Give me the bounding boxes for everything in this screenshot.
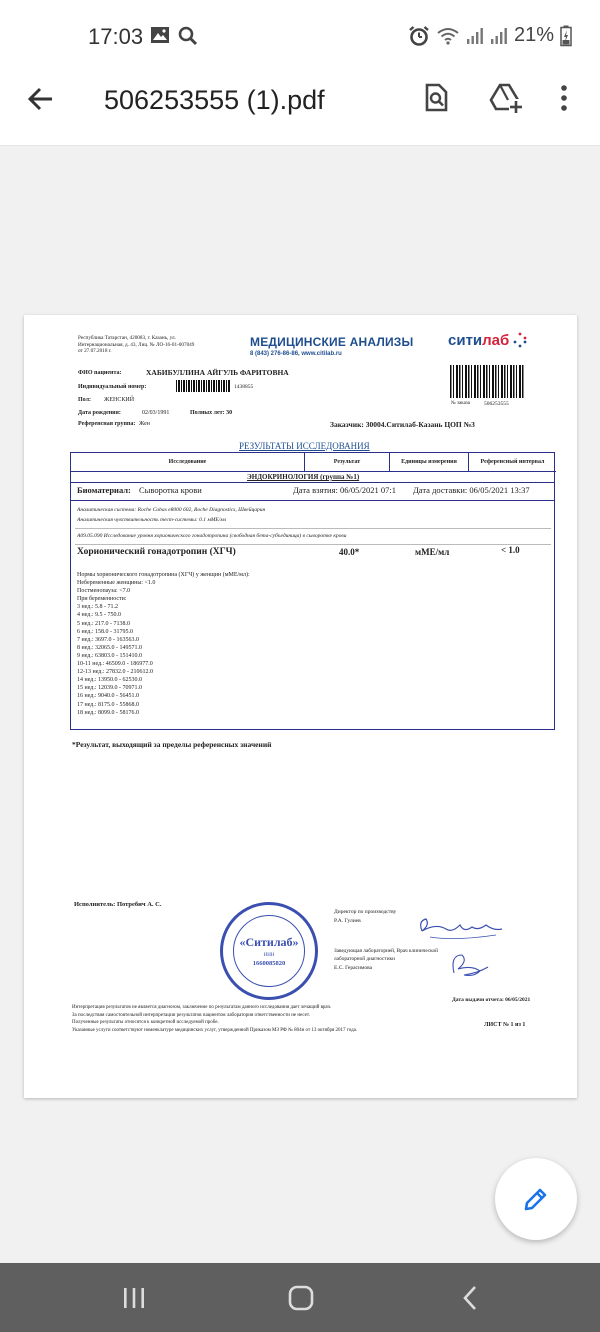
director-name: Р.А. Гулиев (334, 918, 361, 924)
report-date: Дата выдачи отчета: 06/05/2021 (452, 997, 531, 1003)
back-button[interactable] (26, 84, 56, 114)
citilab-logo (448, 332, 527, 349)
wifi-icon (436, 26, 460, 46)
norm-line: 7 нед.: 3697.0 - 163563.0 (77, 636, 140, 643)
recent-apps-button[interactable] (114, 1283, 154, 1313)
test-code: A09.05.090 Исследование уровня хорионического гонадотропина (свободная бета-субъединица) в сыворотке крови (77, 533, 347, 539)
disclaimer-line: Полученные результаты относятся к конкретной исследуемой пробе. (72, 1020, 219, 1026)
search-icon (178, 26, 198, 46)
lab-stamp (220, 902, 318, 1000)
disclaimer (72, 1004, 462, 1034)
status-bar (0, 0, 600, 74)
more-vert-icon (554, 82, 574, 114)
logo-cross-icon (513, 332, 527, 348)
biomaterial: Сыворотка крови (139, 485, 202, 495)
add-to-drive-icon (488, 82, 524, 114)
test-unit: мМЕ/мл (415, 547, 450, 557)
order-label: № заказа (451, 401, 470, 406)
lab-header-title: МЕДИЦИНСКИЕ АНАЛИЗЫ (250, 335, 414, 349)
norm-line: 10-11 нед.: 46509.0 - 186977.0 (77, 661, 153, 668)
norm-line: 4 нед.: 9.5 - 750.0 (77, 612, 122, 619)
patient-dob: 02/03/1991 (142, 410, 170, 416)
signal-icon (490, 27, 508, 45)
executor: Исполнитель: Потребич А. С. (74, 901, 162, 908)
edit-fab[interactable] (495, 1158, 577, 1240)
disclaimer-line: Указанные услуги соответствуют номенклатуре медицинских услуг, утвержденной Приказом МЗ РФ № 804н от 13 октября 2017 года. (72, 1027, 358, 1033)
patient-sex-label: Пол: (78, 397, 91, 403)
footnote: *Результат, выходящий за пределы референсных значений (72, 740, 272, 749)
date-delivered: Дата доставки: 06/05/2021 13:37 (413, 485, 530, 495)
col-study: Исследование (71, 453, 305, 472)
order-number: 506253555 (484, 401, 509, 407)
add-to-drive-button[interactable] (488, 82, 520, 114)
pencil-icon (521, 1184, 551, 1214)
col-ref: Референсный интервал (469, 453, 556, 472)
test-ref: < 1.0 (501, 545, 520, 555)
stamp-name: «Ситилаб» (239, 935, 299, 949)
lab-head-signature (444, 949, 494, 981)
test-divider (75, 544, 551, 545)
norm-line: 9 нед.: 63803.0 - 151410.0 (77, 652, 143, 659)
director-signature (416, 911, 506, 945)
section-divider (71, 482, 554, 483)
test-result: 40.0* (339, 547, 360, 557)
biomaterial-divider (71, 500, 554, 501)
norm-line: 16 нед.: 9040.0 - 56451.0 (77, 693, 140, 700)
lab-head-role: Заведующая лабораторией, Врач клинической лабораторной диагностики (334, 948, 438, 962)
home-button[interactable] (281, 1283, 321, 1313)
stamp-inn: 1660085820 (252, 960, 286, 967)
norm-line: Постменопауза: <7.0 (77, 588, 131, 595)
ref-group: Жен (139, 421, 150, 427)
disclaimer-line: Интерпретация результатов не является диагнозом, заключение по результатам данного исследования дает лечащий врач. (72, 1005, 332, 1010)
norm-line: 18 нед.: 8099.0 - 58176.0 (77, 709, 140, 716)
lab-head-name: Е.С. Герасимова (334, 965, 373, 971)
find-in-page-button[interactable] (420, 82, 452, 114)
results-table (70, 452, 555, 730)
alarm-icon (408, 25, 430, 47)
order-barcode (450, 365, 524, 398)
patient-name-label: ФИО пациента: (78, 370, 122, 376)
col-result: Результат (305, 453, 390, 472)
stamp-inn-label: ИНН (263, 953, 275, 958)
signal-icon (466, 27, 484, 45)
section-title: ЭНДОКРИНОЛОГИЯ (группа №1) (247, 473, 360, 481)
norm-line: 14 нед.: 13950.0 - 62530.0 (77, 677, 143, 684)
patient-age: Полных лет: 30 (190, 410, 233, 416)
sheet-number: ЛИСТ № 1 из 1 (484, 1022, 526, 1028)
test-name: Хорионический гонадотропин (ХГЧ) (77, 547, 236, 557)
navigation-bar (0, 1263, 600, 1332)
biomaterial-label: Биоматериал: (77, 485, 131, 495)
results-title: РЕЗУЛЬТАТЫ ИССЛЕДОВАНИЯ (239, 441, 370, 451)
patient-barcode (176, 380, 230, 392)
norm-line: 6 нед.: 158.0 - 31795.0 (77, 628, 134, 635)
ref-group-label: Референсная группа: (78, 421, 136, 427)
lab-address: Республика Татарстан, 420083, г. Казань, ул. Интернациональная, д. 43, Лиц. № ЛО-16-01-007049 от 27.07.2018 г. (78, 335, 195, 355)
logo-text-2: лаб (482, 332, 510, 349)
recent-apps-icon (121, 1286, 147, 1310)
status-right-icons (408, 24, 572, 47)
norm-line: Нормы хорионического гонадотропина (ХГЧ) у женщин (мМЕ/мл): (77, 572, 250, 578)
status-time: 17:03 (88, 24, 144, 49)
patient-dob-label: Дата рождения: (78, 410, 121, 416)
status-left-icons (150, 26, 198, 46)
home-icon (287, 1285, 315, 1311)
battery-icon (560, 25, 572, 47)
norm-line: 5 нед.: 217.0 - 7138.0 (77, 620, 131, 627)
app-bar (0, 74, 600, 146)
date-taken: Дата взятия: 06/05/2021 07:1 (293, 485, 396, 495)
norm-line: 12-13 нед.: 27832.0 - 210612.0 (77, 669, 154, 676)
sensitivity: Аналитическая чувствительность тест-системы: 0.1 мМЕ/мл (77, 517, 227, 523)
norm-line: 8 нед.: 32065.0 - 149571.0 (77, 644, 143, 651)
patient-id: 1438855 (234, 384, 254, 390)
back-arrow-icon (26, 84, 56, 114)
patient-sex: ЖЕНСКИЙ (104, 397, 135, 403)
logo-text-1: сити (448, 332, 483, 349)
image-icon (150, 26, 170, 44)
norm-line: 3 нед.: 5.8 - 71.2 (77, 604, 119, 611)
nav-back-button[interactable] (450, 1283, 490, 1313)
lab-contacts: 8 (843) 276-86-86, www.citilab.ru (250, 351, 342, 357)
analytic-divider (75, 528, 551, 529)
col-units: Единицы измерения (390, 453, 469, 472)
customer: Заказчик: 30004.Ситилаб-Казань ЦОП №3 (330, 420, 475, 429)
analytic-system: Аналитическая система: Roche Cobas e8000 602, Roche Diagnostics, Швейцария (77, 507, 266, 513)
disclaimer-line: За последствия самостоятельной интерпретации результатов пациентом лаборатория ответственности не несет. (72, 1012, 310, 1018)
back-icon (460, 1285, 480, 1311)
norm-line: 17 нед.: 8175.0 - 55868.0 (77, 701, 140, 708)
stamp-inner-ring (233, 915, 305, 987)
patient-name: ХАБИБУЛЛИНА АЙГУЛЬ ФАРИТОВНА (146, 368, 289, 377)
patient-id-label: Индивидуальный номер: (78, 384, 147, 390)
more-options-button[interactable] (554, 82, 574, 114)
battery-percent: 21% (513, 24, 554, 46)
pdf-page (24, 315, 577, 1098)
find-in-page-icon (420, 82, 452, 114)
director-role: Директор по производству (334, 909, 397, 915)
norm-line: 15 нед.: 12039.0 - 70971.0 (77, 685, 143, 692)
norm-line: Небеременные женщины: <1.0 (77, 580, 156, 587)
document-title: 506253555 (1).pdf (104, 85, 325, 115)
norm-line: При беременности: (77, 596, 127, 603)
norms-list (77, 571, 250, 717)
